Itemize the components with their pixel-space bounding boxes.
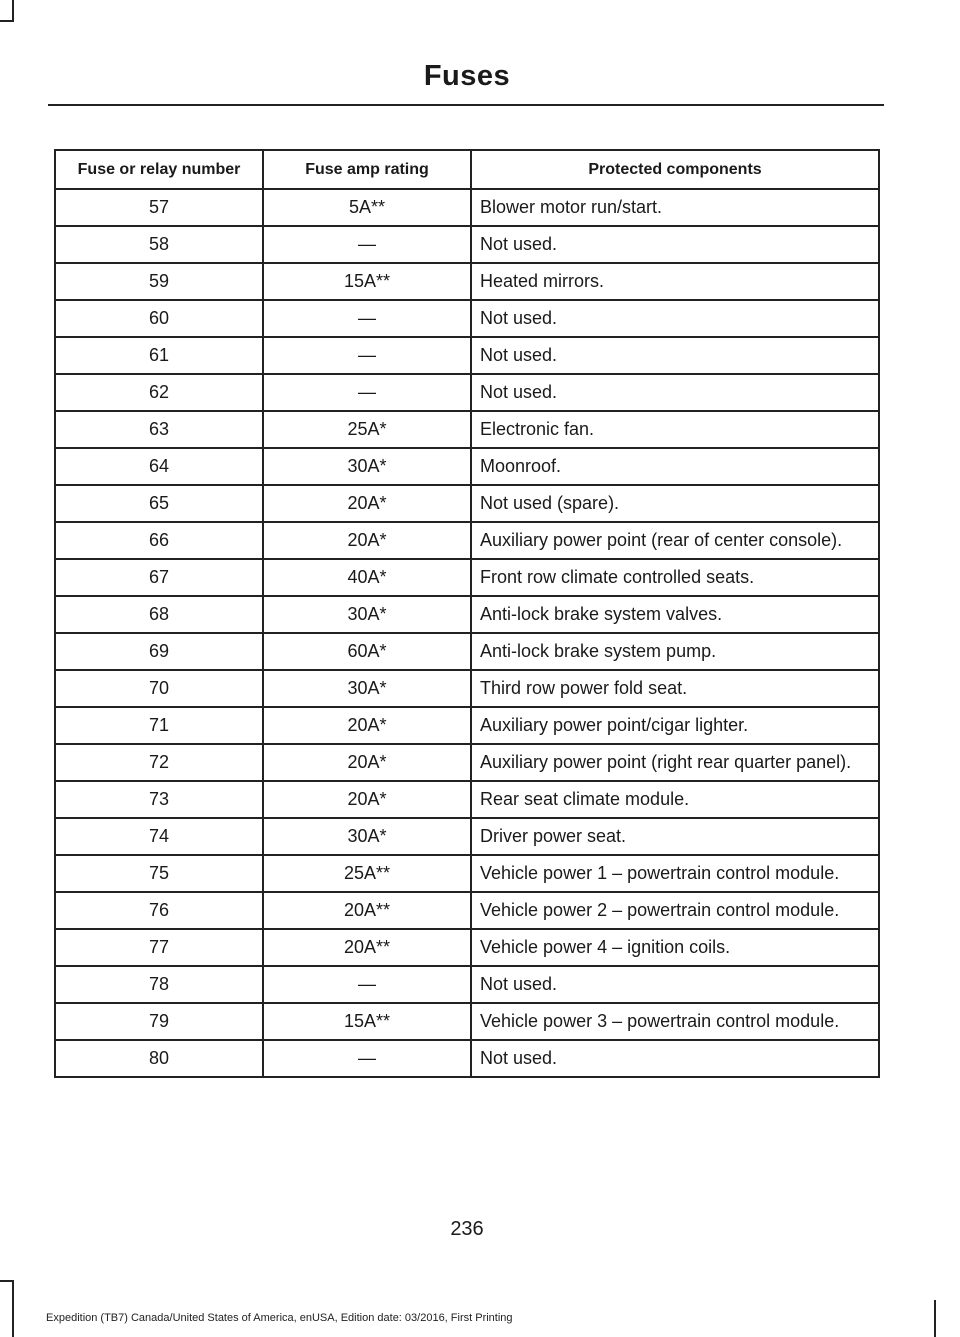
fuse-number-cell: 61: [55, 337, 263, 374]
protected-component-cell: Heated mirrors.: [471, 263, 879, 300]
column-header-fuse-number: Fuse or relay number: [55, 150, 263, 189]
table-row: [55, 411, 879, 448]
footer-edition-info: Expedition (TB7) Canada/United States of America, enUSA, Edition date: 03/2016, First Printing: [46, 1312, 513, 1324]
table-row: [55, 966, 879, 1003]
column-header-amp-rating: Fuse amp rating: [263, 150, 471, 189]
fuse-number-cell: 80: [55, 1040, 263, 1077]
protected-component-cell: Not used.: [471, 966, 879, 1003]
column-header-protected-components: Protected components: [471, 150, 879, 189]
fuse-number-cell: 58: [55, 226, 263, 263]
amp-rating-cell: 20A*: [263, 485, 471, 522]
table-row: [55, 633, 879, 670]
amp-rating-cell: 60A*: [263, 633, 471, 670]
amp-rating-cell: 15A**: [263, 1003, 471, 1040]
protected-component-cell: Not used.: [471, 226, 879, 263]
fuse-number-cell: 75: [55, 855, 263, 892]
amp-rating-cell: 40A*: [263, 559, 471, 596]
fuse-number-cell: 74: [55, 818, 263, 855]
fuse-table: [54, 149, 880, 1078]
table-row: [55, 485, 879, 522]
amp-rating-cell: 20A*: [263, 744, 471, 781]
table-row: [55, 818, 879, 855]
table-row: [55, 670, 879, 707]
amp-rating-cell: 15A**: [263, 263, 471, 300]
fuse-number-cell: 76: [55, 892, 263, 929]
protected-component-cell: Vehicle power 4 – ignition coils.: [471, 929, 879, 966]
fuse-number-cell: 78: [55, 966, 263, 1003]
table-row: [55, 707, 879, 744]
table-row: [55, 781, 879, 818]
amp-rating-cell: 30A*: [263, 448, 471, 485]
amp-rating-cell: 30A*: [263, 670, 471, 707]
protected-component-cell: Not used (spare).: [471, 485, 879, 522]
fuse-number-cell: 72: [55, 744, 263, 781]
amp-rating-cell: 25A*: [263, 411, 471, 448]
amp-rating-cell: 30A*: [263, 596, 471, 633]
amp-rating-cell: —: [263, 300, 471, 337]
fuse-number-cell: 69: [55, 633, 263, 670]
amp-rating-cell: 20A**: [263, 892, 471, 929]
protected-component-cell: Front row climate controlled seats.: [471, 559, 879, 596]
amp-rating-cell: —: [263, 226, 471, 263]
table-row: [55, 1003, 879, 1040]
table-row: [55, 226, 879, 263]
protected-component-cell: Blower motor run/start.: [471, 189, 879, 226]
amp-rating-cell: 20A*: [263, 522, 471, 559]
fuse-number-cell: 59: [55, 263, 263, 300]
page-title: Fuses: [423, 60, 511, 92]
amp-rating-cell: —: [263, 1040, 471, 1077]
amp-rating-cell: —: [263, 966, 471, 1003]
table-row: [55, 263, 879, 300]
amp-rating-cell: 20A*: [263, 781, 471, 818]
fuse-number-cell: 62: [55, 374, 263, 411]
protected-component-cell: Not used.: [471, 1040, 879, 1077]
protected-component-cell: Rear seat climate module.: [471, 781, 879, 818]
fuse-number-cell: 60: [55, 300, 263, 337]
table-row: [55, 1040, 879, 1077]
protected-component-cell: Not used.: [471, 300, 879, 337]
crop-mark: [12, 0, 14, 22]
fuse-number-cell: 64: [55, 448, 263, 485]
fuse-number-cell: 63: [55, 411, 263, 448]
fuse-number-cell: 68: [55, 596, 263, 633]
crop-mark: [12, 1280, 14, 1337]
fuse-number-cell: 66: [55, 522, 263, 559]
protected-component-cell: Vehicle power 3 – powertrain control module.: [471, 1003, 879, 1040]
protected-component-cell: Anti-lock brake system valves.: [471, 596, 879, 633]
header-divider: [48, 104, 884, 106]
table-row: [55, 337, 879, 374]
fuse-number-cell: 71: [55, 707, 263, 744]
table-row: [55, 559, 879, 596]
crop-mark: [0, 1280, 14, 1282]
table-row: [55, 596, 879, 633]
protected-component-cell: Not used.: [471, 337, 879, 374]
page-number: 236: [450, 1218, 484, 1240]
crop-mark: [0, 20, 14, 22]
protected-component-cell: Auxiliary power point (right rear quarter panel).: [471, 744, 879, 781]
table-row: [55, 522, 879, 559]
table-row: [55, 189, 879, 226]
fuse-table-body: [55, 189, 879, 1077]
amp-rating-cell: —: [263, 337, 471, 374]
fuse-number-cell: 67: [55, 559, 263, 596]
protected-component-cell: Third row power fold seat.: [471, 670, 879, 707]
protected-component-cell: Driver power seat.: [471, 818, 879, 855]
table-row: [55, 374, 879, 411]
fuse-number-cell: 79: [55, 1003, 263, 1040]
fuse-number-cell: 57: [55, 189, 263, 226]
protected-component-cell: Auxiliary power point/cigar lighter.: [471, 707, 879, 744]
amp-rating-cell: 30A*: [263, 818, 471, 855]
fuse-number-cell: 77: [55, 929, 263, 966]
table-row: [55, 448, 879, 485]
amp-rating-cell: —: [263, 374, 471, 411]
protected-component-cell: Vehicle power 1 – powertrain control module.: [471, 855, 879, 892]
protected-component-cell: Moonroof.: [471, 448, 879, 485]
protected-component-cell: Not used.: [471, 374, 879, 411]
amp-rating-cell: 20A*: [263, 707, 471, 744]
fuse-number-cell: 73: [55, 781, 263, 818]
table-row: [55, 744, 879, 781]
table-row: [55, 855, 879, 892]
amp-rating-cell: 20A**: [263, 929, 471, 966]
table-row: [55, 300, 879, 337]
table-header-row: [55, 150, 879, 189]
fuse-number-cell: 70: [55, 670, 263, 707]
fuse-number-cell: 65: [55, 485, 263, 522]
protected-component-cell: Anti-lock brake system pump.: [471, 633, 879, 670]
protected-component-cell: Electronic fan.: [471, 411, 879, 448]
table-row: [55, 892, 879, 929]
table-row: [55, 929, 879, 966]
amp-rating-cell: 5A**: [263, 189, 471, 226]
amp-rating-cell: 25A**: [263, 855, 471, 892]
protected-component-cell: Vehicle power 2 – powertrain control module.: [471, 892, 879, 929]
protected-component-cell: Auxiliary power point (rear of center console).: [471, 522, 879, 559]
crop-mark: [934, 1300, 936, 1337]
